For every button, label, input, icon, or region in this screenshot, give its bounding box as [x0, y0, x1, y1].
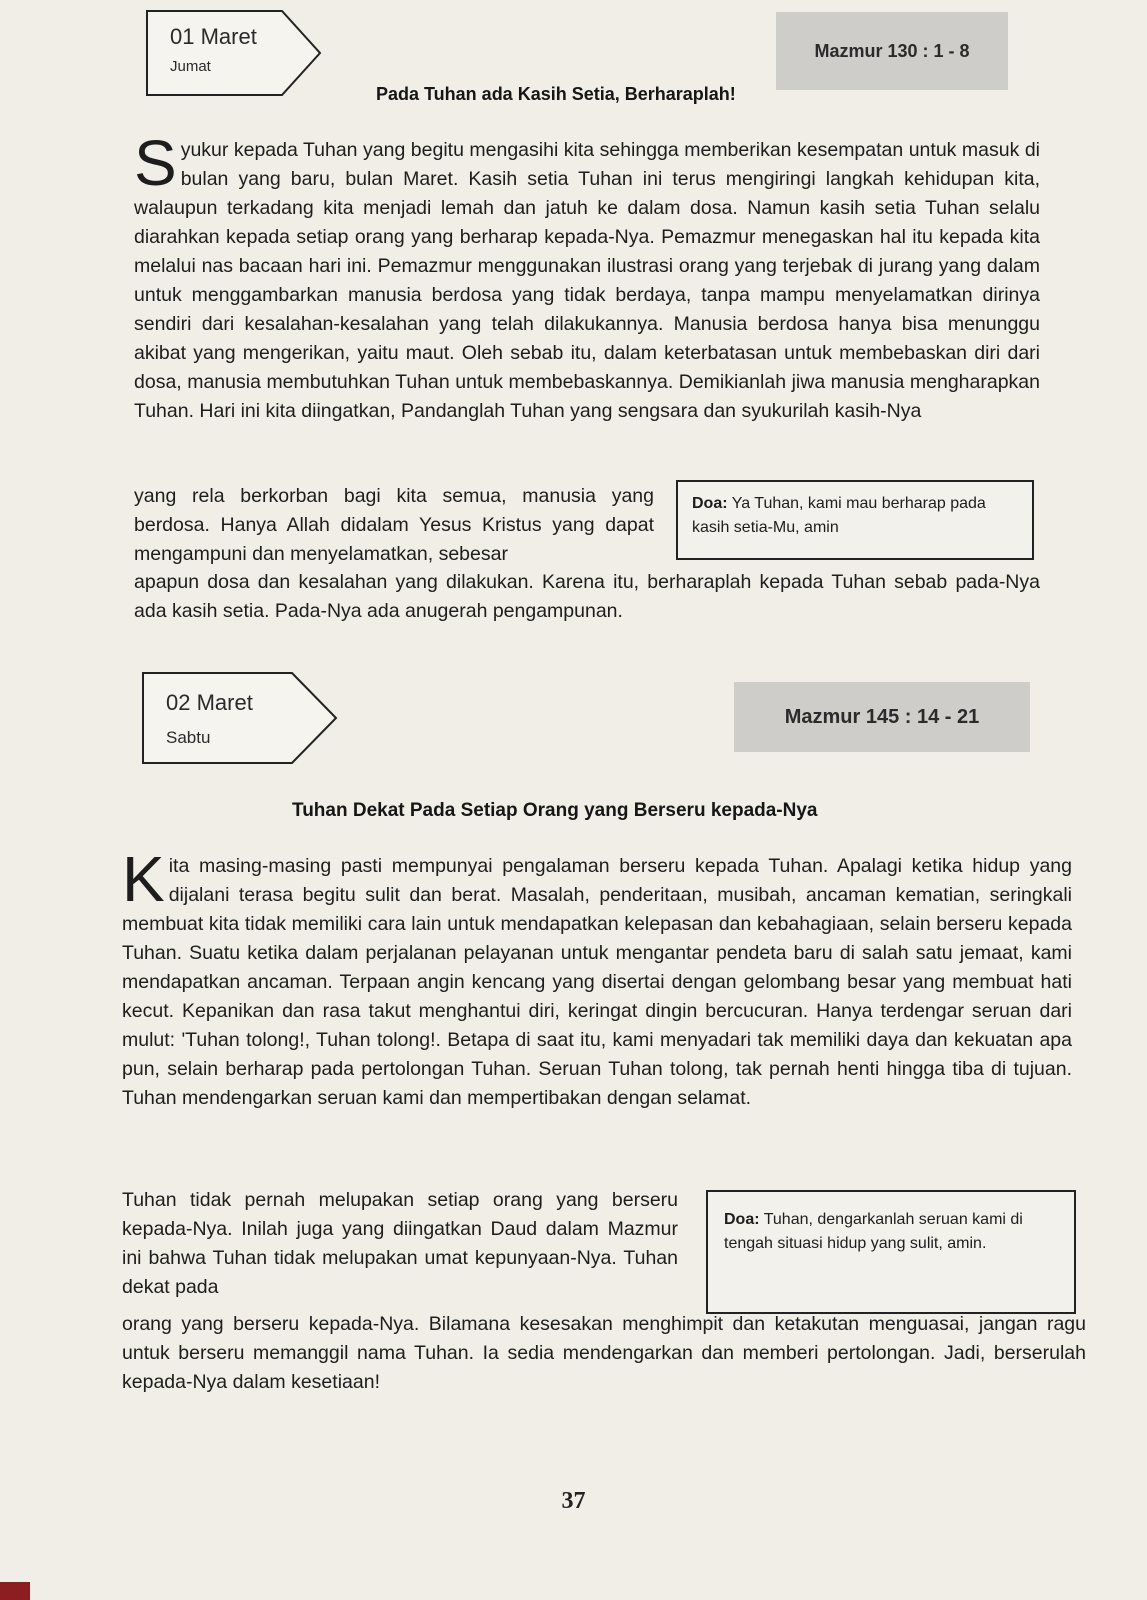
entry-date: 02 Maret: [166, 690, 253, 715]
entry-title: Pada Tuhan ada Kasih Setia, Berharaplah!: [376, 84, 736, 104]
entry-paragraph-beside: Tuhan tidak pernah melupakan setiap orang yang berseru kepada-Nya. Inilah juga yang diingatkan Daud dalam Mazmur ini bahwa Tuhan tidak melupakan umat kepunyaan-Nya. Tuhan dekat pada: [122, 1189, 678, 1298]
prayer-label: Doa:: [724, 1211, 760, 1228]
entry-date: 01 Maret: [170, 24, 257, 49]
entry-paragraph-main: Syukur kepada Tuhan yang begitu mengasihi kita sehingga memberikan kesempatan untuk masuk di bulan yang baru, bulan Maret. Kasih setia Tuhan ini terus mengiringi langkah kehidupan kita, walaupun terkadang kita menjadi lemah dan jatuh ke dalam dosa. Namun kasih setia Tuhan selalu diarahkan kepada setiap orang yang berharap kepada-Nya. Pemazmur menegaskan hal itu kepada kita melalui nas bacaan hari ini. Pemazmur menggunakan ilustrasi orang yang terjebak di jurang yang dalam untuk menggambarkan manusia berdosa yang tidak berdaya, tanpa mampu menyelamatkan dirinya sendiri dari kesalahan-kesalahan yang telah dilakukannya. Manusia berdosa hanya bisa menunggu akibat yang mengerikan, yaitu maut. Oleh sebab itu, dalam keterbatasan untuk membebaskan diri dari dosa, manusia membutuhkan Tuhan untuk membebaskannya. Demikianlah jiwa manusia mengharapkan Tuhan. Hari ini kita diingatkan, Pandanglah Tuhan yang sengsara dan syukurilah kasih-Nya: [134, 127, 1040, 422]
prayer-text: Ya Tuhan, kami mau berharap pada kasih setia-Mu, amin: [692, 495, 986, 536]
prayer-box: [706, 1190, 1076, 1314]
entry-paragraph-beside: yang rela berkorban bagi kita semua, manusia yang berdosa. Hanya Allah didalam Yesus Kristus yang dapat mengampuni dan menyelamatkan, sebesar: [134, 485, 654, 565]
prayer-label: Doa:: [692, 495, 728, 512]
entry-paragraph-main: Kita masing-masing pasti mempunyai pengalaman berseru kepada Tuhan. Apalagi ketika hidup yang dijalani terasa begitu sulit dan berat. Masalah, penderitaan, musibah, ancaman kematian, seringkali membuat kita tidak memiliki cara lain untuk mendapatkan kelepasan dan kebahagiaan, selain berseru kepada Tuhan. Suatu ketika dalam perjalanan pelayanan untuk mengantar pendeta baru di salah satu jemaat, kami mendapatkan ancaman. Terpaan angin kencang yang disertai dengan gelombang besar yang membuat hati kecut. Kepanikan dan rasa takut menghantui diri, keringat dingin bercucuran. Hanya terdengar seruan dari mulut: 'Tuhan tolong!, Tuhan tolong!. Betapa di saat itu, kami menyadari tak memiliki daya dan kekuatan apa pun, selain berharap pada pertolongan Tuhan. Seruan Tuhan tolong, tak pernah henti hingga tiba di tujuan. Tuhan mendengarkan seruan kami dan mempertibakan dengan selamat.: [122, 843, 1072, 1109]
entry-body: [122, 843, 1072, 1113]
page-number: 37: [561, 1488, 586, 1514]
scripture-reference: Mazmur 145 : 14 - 21: [734, 682, 1030, 752]
entry-day: Jumat: [170, 58, 211, 75]
date-tag-entry-1: [146, 10, 322, 96]
entry-paragraph-end: orang yang berseru kepada-Nya. Bilamana kesesakan menghimpit dan ketakutan menguasai, jangan ragu untuk berseru memanggil nama Tuhan. Ia sedia mendengarkan dan memberi pertolongan. Jadi, berserulah kepada-Nya dalam kesetiaan!: [122, 1313, 1086, 1393]
entry-paragraph-end: apapun dosa dan kesalahan yang dilakukan. Karena itu, berharaplah kepada Tuhan sebab pada-Nya ada kasih setia. Pada-Nya ada anugerah pengampunan.: [134, 571, 1040, 622]
entry-title: Tuhan Dekat Pada Setiap Orang yang Berseru kepada-Nya: [292, 800, 818, 821]
prayer-text: Tuhan, dengarkanlah seruan kami di tengah situasi hidup yang sulit, amin.: [724, 1211, 1023, 1252]
drop-cap: K: [122, 843, 165, 915]
drop-cap: S: [134, 127, 177, 199]
date-tag-entry-2: [142, 672, 338, 764]
entry-day: Sabtu: [166, 728, 211, 747]
date-tag-shape: [146, 10, 322, 96]
entry-body: [134, 127, 1040, 426]
date-tag-shape: [142, 672, 338, 764]
page-edge-marker: [0, 1582, 30, 1600]
scripture-reference: Mazmur 130 : 1 - 8: [776, 12, 1008, 90]
prayer-box: [676, 480, 1034, 560]
